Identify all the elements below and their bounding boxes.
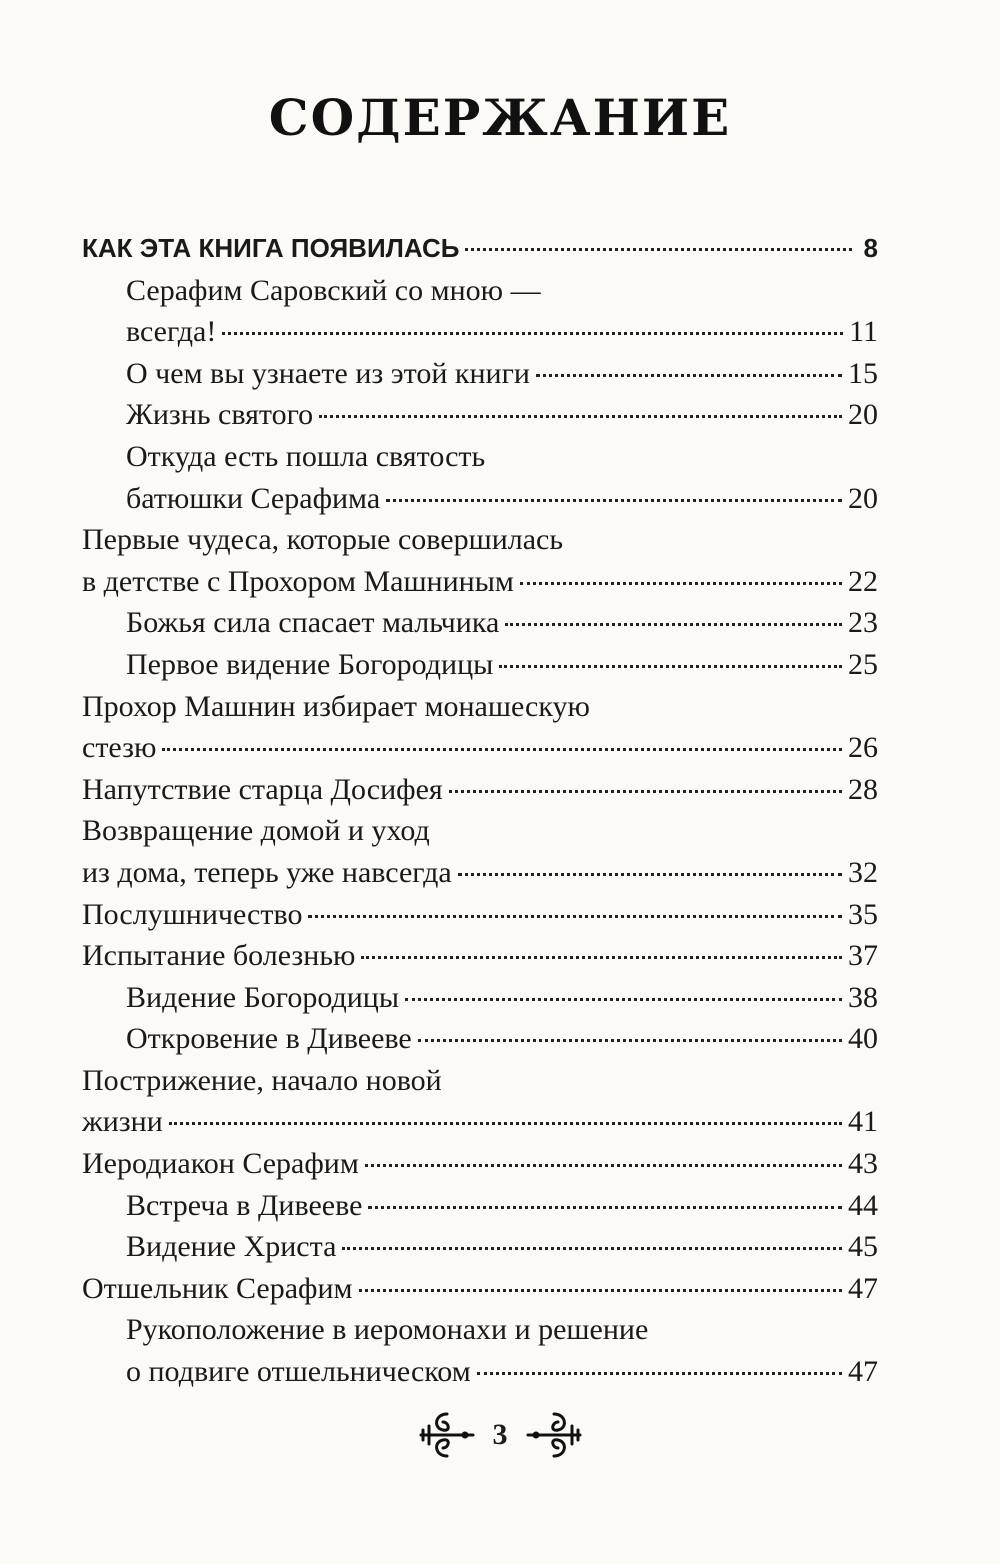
toc-entry-page: 43 (848, 1147, 878, 1181)
toc-entry-title: КАК ЭТА КНИГА ПОЯВИЛАСЬ (82, 233, 460, 263)
toc-entry (82, 561, 878, 603)
toc-entry (82, 935, 878, 977)
dot-leader (418, 1039, 842, 1042)
toc-entry-title: жизни (82, 1105, 163, 1139)
toc-entry-title: Пострижение, начало новой (82, 1063, 442, 1097)
toc-entry-page: 22 (848, 564, 878, 598)
toc-entry (82, 1268, 878, 1310)
toc-entry-title: Видение Богородицы (126, 980, 400, 1014)
toc-entry (82, 519, 878, 561)
toc-entry (82, 644, 878, 686)
toc-entry-title: из дома, теперь уже навсегда (82, 855, 452, 889)
dot-leader (536, 374, 842, 377)
toc-entry-title: Первое видение Богородицы (126, 647, 494, 681)
dot-leader (458, 873, 842, 876)
toc-entry-page: 15 (848, 356, 878, 390)
toc-entry (82, 1309, 878, 1351)
flourish-ornament-icon (522, 1408, 586, 1462)
dot-leader (465, 248, 852, 251)
table-of-contents (82, 228, 878, 1393)
toc-entry-page: 20 (848, 398, 878, 432)
toc-entry-page: 32 (848, 855, 878, 889)
toc-entry (82, 1226, 878, 1268)
toc-entry (82, 394, 878, 436)
page-title: СОДЕРЖАНИЕ (268, 88, 732, 147)
dot-leader (342, 1247, 842, 1250)
page-footer (0, 1408, 1000, 1462)
toc-entry (82, 727, 878, 769)
dot-leader (308, 915, 842, 918)
page-number: 3 (492, 1418, 508, 1451)
dot-leader (222, 332, 843, 335)
toc-entry-title: Откуда есть пошла святость (126, 439, 486, 473)
toc-entry-page: 37 (848, 939, 878, 973)
toc-entry (82, 353, 878, 395)
toc-entry-title: Встреча в Дивееве (126, 1188, 363, 1222)
toc-entry (82, 1101, 878, 1143)
toc-entry-page: 23 (848, 606, 878, 640)
toc-entry-page: 8 (863, 233, 878, 263)
toc-entry-title: в детстве с Прохором Машниным (82, 564, 514, 598)
toc-entry-title: Жизнь святого (126, 398, 314, 432)
toc-entry-page: 41 (848, 1105, 878, 1139)
dot-leader (520, 582, 842, 585)
toc-entry-title: Прохор Машнин избирает монашескую (82, 689, 590, 723)
dot-leader (505, 623, 842, 626)
toc-entry (82, 1060, 878, 1102)
toc-entry (82, 977, 878, 1019)
dot-leader (386, 499, 842, 502)
toc-entry-title: Напутствие старца Досифея (82, 772, 443, 806)
toc-entry (82, 311, 878, 353)
toc-entry-title: о подвиге отшельническом (126, 1355, 471, 1389)
dot-leader (361, 956, 842, 959)
toc-entry-page: 47 (848, 1271, 878, 1305)
toc-entry (82, 478, 878, 520)
toc-entry (82, 602, 878, 644)
toc-entry-page: 45 (848, 1230, 878, 1264)
toc-entry-title: Откровение в Дивееве (126, 1022, 412, 1056)
toc-entry-page: 11 (849, 315, 878, 349)
dot-leader (319, 415, 842, 418)
toc-entry (82, 769, 878, 811)
toc-entry-title: Видение Христа (126, 1230, 337, 1264)
toc-entry (82, 852, 878, 894)
toc-entry-title: Возвращение домой и уход (82, 814, 430, 848)
toc-entry-page: 28 (848, 772, 878, 806)
toc-entry-page: 20 (848, 481, 878, 515)
toc-entry-title: Первые чудеса, которые совершилась (82, 523, 564, 557)
toc-entry-title: Испытание болезнью (82, 939, 356, 973)
toc-entry (82, 810, 878, 852)
dot-leader (359, 1289, 842, 1292)
toc-entry-title: Иеродиакон Серафим (82, 1147, 359, 1181)
toc-entry (82, 1351, 878, 1393)
toc-entry-title: Послушничество (82, 897, 303, 931)
dot-leader (477, 1372, 842, 1375)
toc-entry-page: 44 (848, 1188, 878, 1222)
toc-entry-title: Рукоположение в иеромонахи и решение (126, 1313, 649, 1347)
toc-entry-title: Божья сила спасает мальчика (126, 606, 500, 640)
toc-entry-page: 25 (848, 647, 878, 681)
toc-entry-title: стезю (82, 731, 157, 765)
toc-entry-page: 47 (848, 1355, 878, 1389)
toc-entry (82, 894, 878, 936)
toc-entry (82, 436, 878, 478)
toc-entry-page: 38 (848, 980, 878, 1014)
toc-entry-title: Серафим Саровский со мною — (126, 273, 541, 307)
toc-entry-title: батюшки Серафима (126, 481, 381, 515)
flourish-ornament-icon (415, 1408, 479, 1462)
toc-entry (82, 1018, 878, 1060)
toc-entry-title: всегда! (126, 315, 217, 349)
toc-entry-page: 26 (848, 731, 878, 765)
toc-entry-page: 35 (848, 897, 878, 931)
dot-leader (365, 1164, 842, 1167)
dot-leader (162, 748, 842, 751)
toc-entry-page: 40 (848, 1022, 878, 1056)
toc-entry (82, 270, 878, 312)
dot-leader (368, 1206, 842, 1209)
toc-entry-title: Отшельник Серафим (82, 1271, 353, 1305)
dot-leader (405, 998, 842, 1001)
dot-leader (169, 1122, 842, 1125)
toc-entry (82, 228, 878, 270)
toc-entry (82, 1185, 878, 1227)
toc-entry-title: О чем вы узнаете из этой книги (126, 356, 530, 390)
toc-entry (82, 686, 878, 728)
dot-leader (499, 665, 842, 668)
toc-entry (82, 1143, 878, 1185)
dot-leader (449, 790, 842, 793)
